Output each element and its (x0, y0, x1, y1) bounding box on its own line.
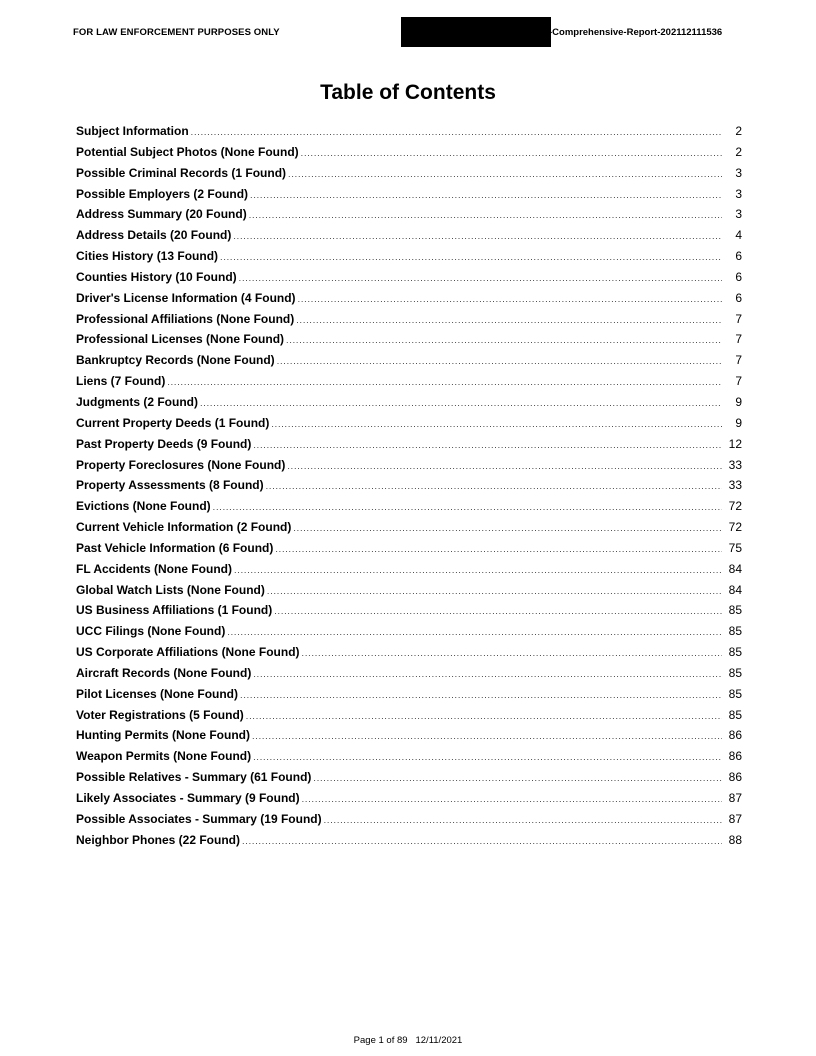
toc-entry-page-number[interactable]: 86 (728, 749, 742, 764)
toc-dot-leader (234, 565, 722, 575)
toc-entry-label[interactable]: Property Assessments (8 Found) (76, 478, 264, 493)
toc-entry-page-number[interactable]: 7 (735, 374, 742, 389)
toc-entry-page-number[interactable]: 7 (735, 332, 742, 347)
toc-dot-leader (213, 502, 722, 512)
toc-entry[interactable] (76, 770, 742, 791)
toc-entry-label[interactable]: Evictions (None Found) (76, 499, 211, 514)
toc-entry-label[interactable]: US Business Affiliations (1 Found) (76, 603, 273, 618)
toc-entry-label[interactable]: Hunting Permits (None Found) (76, 728, 250, 743)
page-title: Table of Contents (320, 81, 496, 104)
toc-entry-page-number[interactable]: 84 (728, 582, 742, 597)
toc-entry[interactable] (76, 603, 742, 624)
table-of-contents (76, 124, 742, 854)
toc-entry[interactable] (76, 207, 742, 228)
toc-entry-page-number[interactable]: 7 (735, 311, 742, 326)
toc-dot-leader (246, 711, 722, 721)
toc-entry-page-number[interactable]: 12 (728, 436, 742, 451)
toc-entry-page-number[interactable]: 33 (728, 478, 742, 493)
toc-entry-page-number[interactable]: 87 (728, 791, 742, 805)
toc-entry-label[interactable]: Professional Licenses (None Found) (76, 332, 285, 347)
toc-dot-leader (249, 210, 722, 220)
toc-dot-leader (200, 398, 722, 408)
toc-entry-page-number[interactable]: 3 (735, 165, 742, 180)
toc-dot-leader (233, 231, 722, 241)
toc-entry-page-number[interactable]: 85 (728, 686, 742, 701)
toc-entry-label[interactable]: Past Vehicle Information (6 Found) (76, 540, 274, 555)
toc-dot-leader (167, 377, 722, 387)
toc-entry-page-number[interactable]: 72 (728, 520, 742, 535)
toc-entry[interactable] (76, 728, 742, 749)
toc-entry[interactable] (76, 291, 742, 312)
toc-entry-label[interactable]: Subject Information (76, 124, 189, 138)
toc-entry[interactable] (76, 458, 742, 479)
toc-entry-label[interactable]: Possible Criminal Records (1 Found) (76, 165, 287, 180)
toc-entry-label[interactable]: Driver's License Information (4 Found) (76, 290, 296, 305)
page-number: Page 1 of 89 (353, 1035, 408, 1046)
toc-entry-label[interactable]: Weapon Permits (None Found) (76, 749, 252, 764)
toc-dot-leader (227, 627, 722, 637)
toc-entry-label[interactable]: Address Details (20 Found) (76, 228, 232, 243)
toc-entry-page-number[interactable]: 6 (735, 290, 742, 305)
toc-entry[interactable] (76, 187, 742, 208)
toc-dot-leader (240, 690, 722, 700)
toc-dot-leader (302, 794, 722, 804)
toc-dot-leader (191, 127, 722, 137)
toc-entry[interactable] (76, 395, 742, 416)
toc-dot-leader (298, 294, 722, 304)
toc-entry[interactable] (76, 312, 742, 333)
toc-entry-label[interactable]: FL Accidents (None Found) (76, 561, 232, 576)
toc-dot-leader (252, 731, 722, 741)
toc-entry-page-number[interactable]: 7 (735, 353, 742, 368)
toc-entry-page-number[interactable]: 87 (728, 811, 742, 826)
toc-entry[interactable] (76, 624, 742, 645)
toc-entry[interactable] (76, 541, 742, 562)
toc-entry-page-number[interactable]: 4 (735, 228, 742, 243)
toc-entry-label[interactable]: Bankruptcy Records (None Found) (76, 353, 275, 368)
toc-entry[interactable] (76, 478, 742, 499)
toc-entry-label[interactable]: Aircraft Records (None Found) (76, 665, 252, 680)
toc-entry-page-number[interactable]: 6 (735, 269, 742, 284)
toc-entry-label[interactable]: Property Foreclosures (None Found) (76, 457, 286, 472)
toc-entry-page-number[interactable]: 75 (728, 540, 742, 555)
toc-entry-label[interactable]: Likely Associates - Summary (9 Found) (76, 791, 300, 805)
toc-dot-leader (274, 606, 722, 616)
toc-entry-label[interactable]: Pilot Licenses (None Found) (76, 686, 239, 701)
toc-entry-label[interactable]: Liens (7 Found) (76, 374, 166, 389)
toc-entry-label[interactable]: UCC Filings (None Found) (76, 624, 226, 639)
toc-dot-leader (277, 356, 722, 366)
toc-entry-page-number[interactable]: 86 (728, 728, 742, 743)
toc-dot-leader (275, 544, 722, 554)
toc-entry-page-number[interactable]: 2 (735, 144, 742, 159)
toc-entry-label[interactable]: US Corporate Affiliations (None Found) (76, 645, 300, 660)
classification-header: FOR LAW ENFORCEMENT PURPOSES ONLY (73, 27, 280, 38)
toc-entry[interactable] (76, 791, 742, 812)
toc-entry-page-number[interactable]: 6 (735, 249, 742, 264)
toc-entry[interactable] (76, 145, 742, 166)
toc-entry[interactable] (76, 520, 742, 541)
page-footer (0, 1035, 816, 1046)
toc-entry-label[interactable]: Possible Relatives - Summary (61 Found) (76, 770, 312, 785)
toc-entry-page-number[interactable]: 84 (728, 561, 742, 576)
toc-entry-page-number[interactable]: 33 (728, 457, 742, 472)
toc-dot-leader (253, 669, 722, 679)
toc-dot-leader (296, 315, 722, 325)
toc-dot-leader (288, 169, 722, 179)
toc-entry-page-number[interactable]: 2 (735, 124, 742, 138)
toc-dot-leader (301, 148, 722, 158)
toc-dot-leader (313, 773, 722, 783)
toc-entry-page-number[interactable]: 3 (735, 186, 742, 201)
toc-entry-label[interactable]: Current Vehicle Information (2 Found) (76, 520, 292, 535)
toc-entry[interactable] (76, 332, 742, 353)
toc-entry-label[interactable]: Professional Affiliations (None Found) (76, 311, 295, 326)
toc-entry-page-number[interactable]: 88 (728, 832, 742, 847)
toc-entry[interactable] (76, 687, 742, 708)
toc-dot-leader (239, 273, 722, 283)
toc-entry-page-number[interactable]: 85 (728, 665, 742, 680)
toc-dot-leader (253, 752, 722, 762)
toc-entry-page-number[interactable]: 86 (728, 770, 742, 785)
toc-dot-leader (242, 836, 722, 846)
toc-entry-page-number[interactable]: 85 (728, 707, 742, 722)
toc-dot-leader (286, 335, 722, 345)
toc-entry[interactable] (76, 499, 742, 520)
toc-entry[interactable] (76, 562, 742, 583)
toc-entry[interactable] (76, 437, 742, 458)
toc-dot-leader (293, 523, 722, 533)
toc-entry-page-number[interactable]: 85 (728, 603, 742, 618)
toc-dot-leader (266, 481, 722, 491)
toc-entry[interactable] (76, 353, 742, 374)
toc-entry[interactable] (76, 749, 742, 770)
toc-entry[interactable] (76, 416, 742, 437)
toc-entry-label[interactable]: Potential Subject Photos (None Found) (76, 144, 299, 159)
toc-entry[interactable] (76, 166, 742, 187)
toc-entry-label[interactable]: Counties History (10 Found) (76, 269, 237, 284)
toc-dot-leader (250, 190, 722, 200)
toc-entry-label[interactable]: Judgments (2 Found) (76, 394, 198, 409)
toc-dot-leader (253, 440, 722, 450)
toc-entry-label[interactable]: Address Summary (20 Found) (76, 207, 247, 222)
toc-dot-leader (271, 419, 722, 429)
toc-entry-label[interactable]: Voter Registrations (5 Found) (76, 707, 244, 722)
toc-entry[interactable] (76, 228, 742, 249)
toc-entry-label[interactable]: Current Property Deeds (1 Found) (76, 415, 270, 430)
toc-dot-leader (220, 252, 722, 262)
toc-entry-page-number[interactable]: 72 (728, 499, 742, 514)
toc-entry[interactable] (76, 812, 742, 833)
toc-dot-leader (324, 815, 722, 825)
toc-entry-page-number[interactable]: 85 (728, 645, 742, 660)
toc-dot-leader (302, 648, 722, 658)
toc-entry[interactable] (76, 708, 742, 729)
report-id-header: -Comprehensive-Report-202112111536 (549, 27, 723, 38)
toc-entry-page-number[interactable]: 85 (728, 624, 742, 639)
toc-entry[interactable] (76, 124, 742, 145)
toc-entry-label[interactable]: Cities History (13 Found) (76, 249, 219, 264)
toc-entry[interactable] (76, 833, 742, 854)
toc-entry[interactable] (76, 270, 742, 291)
toc-entry[interactable] (76, 583, 742, 604)
toc-entry-page-number[interactable]: 9 (735, 394, 742, 409)
toc-dot-leader (287, 461, 722, 471)
toc-entry-page-number[interactable]: 3 (735, 207, 742, 222)
toc-dot-leader (267, 586, 722, 596)
toc-entry-label[interactable]: Neighbor Phones (22 Found) (76, 832, 240, 847)
toc-entry[interactable] (76, 374, 742, 395)
toc-entry-page-number[interactable]: 9 (735, 415, 742, 430)
redaction-block (401, 17, 551, 47)
toc-entry[interactable] (76, 645, 742, 666)
toc-entry-label[interactable]: Past Property Deeds (9 Found) (76, 436, 252, 451)
report-date: 12/11/2021 (415, 1035, 463, 1046)
toc-entry-label[interactable]: Possible Employers (2 Found) (76, 186, 249, 201)
toc-entry[interactable] (76, 666, 742, 687)
toc-entry-label[interactable]: Possible Associates - Summary (19 Found) (76, 811, 322, 826)
toc-entry[interactable] (76, 249, 742, 270)
toc-entry-label[interactable]: Global Watch Lists (None Found) (76, 582, 265, 597)
